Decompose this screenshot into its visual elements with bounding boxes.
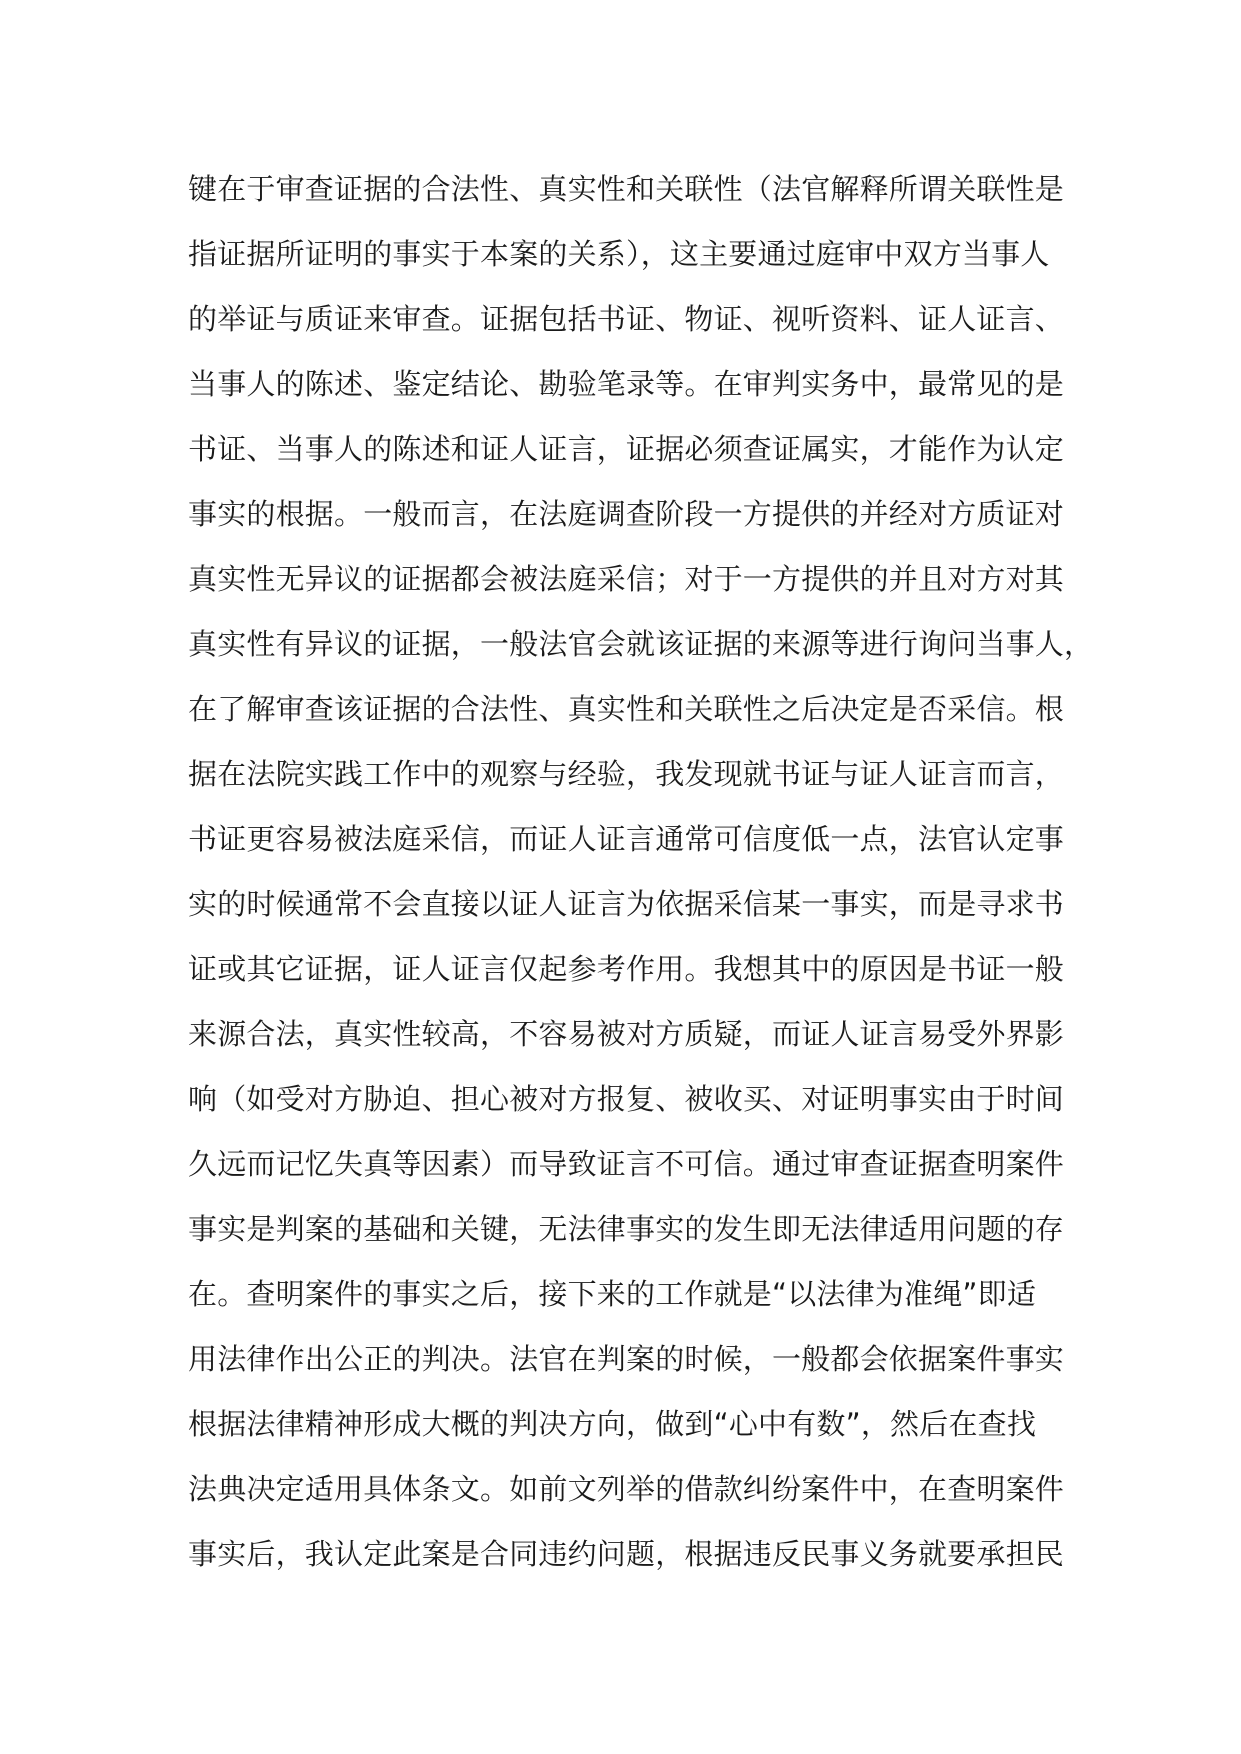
text-line: 响（如受对方胁迫、担心被对方报复、被收买、对证明事实由于时间 <box>188 1082 1065 1116</box>
text-line: 真实性有异议的证据，一般法官会就该证据的来源等进行询问当事人， <box>188 627 1094 661</box>
text-line: 根据法律精神形成大概的判决方向，做到“心中有数”，然后在查找 <box>188 1407 1037 1441</box>
text-line: 指证据所证明的事实于本案的关系），这主要通过庭审中双方当事人 <box>188 237 1050 271</box>
text-line: 书证、当事人的陈述和证人证言，证据必须查证属实，才能作为认定 <box>188 432 1065 466</box>
text-line: 法典决定适用具体条文。如前文列举的借款纠纷案件中，在查明案件 <box>188 1472 1065 1506</box>
text-line: 事实后，我认定此案是合同违约问题，根据违反民事义务就要承担民 <box>188 1537 1065 1571</box>
text-line: 来源合法，真实性较高，不容易被对方质疑，而证人证言易受外界影 <box>188 1017 1065 1051</box>
body-text <box>188 157 1094 1587</box>
text-line: 键在于审查证据的合法性、真实性和关联性（法官解释所谓关联性是 <box>188 172 1065 206</box>
text-line: 久远而记忆失真等因素）而导致证言不可信。通过审查证据查明案件 <box>188 1147 1065 1181</box>
text-line: 用法律作出公正的判决。法官在判案的时候，一般都会依据案件事实 <box>188 1342 1065 1376</box>
text-line: 实的时候通常不会直接以证人证言为依据采信某一事实，而是寻求书 <box>188 887 1065 921</box>
text-line: 的举证与质证来审查。证据包括书证、物证、视听资料、证人证言、 <box>188 302 1065 336</box>
text-line: 真实性无异议的证据都会被法庭采信；对于一方提供的并且对方对其 <box>188 562 1065 596</box>
text-line: 事实是判案的基础和关键，无法律事实的发生即无法律适用问题的存 <box>188 1212 1065 1246</box>
text-line: 在。查明案件的事实之后，接下来的工作就是“以法律为准绳”即适 <box>188 1277 1037 1311</box>
text-line: 书证更容易被法庭采信，而证人证言通常可信度低一点，法官认定事 <box>188 822 1065 856</box>
text-line: 事实的根据。一般而言，在法庭调查阶段一方提供的并经对方质证对 <box>188 497 1065 531</box>
text-line: 当事人的陈述、鉴定结论、勘验笔录等。在审判实务中，最常见的是 <box>188 367 1065 401</box>
text-line: 证或其它证据，证人证言仅起参考作用。我想其中的原因是书证一般 <box>188 952 1065 986</box>
text-line: 据在法院实践工作中的观察与经验，我发现就书证与证人证言而言， <box>188 757 1065 791</box>
text-line: 在了解审查该证据的合法性、真实性和关联性之后决定是否采信。根 <box>188 692 1065 726</box>
